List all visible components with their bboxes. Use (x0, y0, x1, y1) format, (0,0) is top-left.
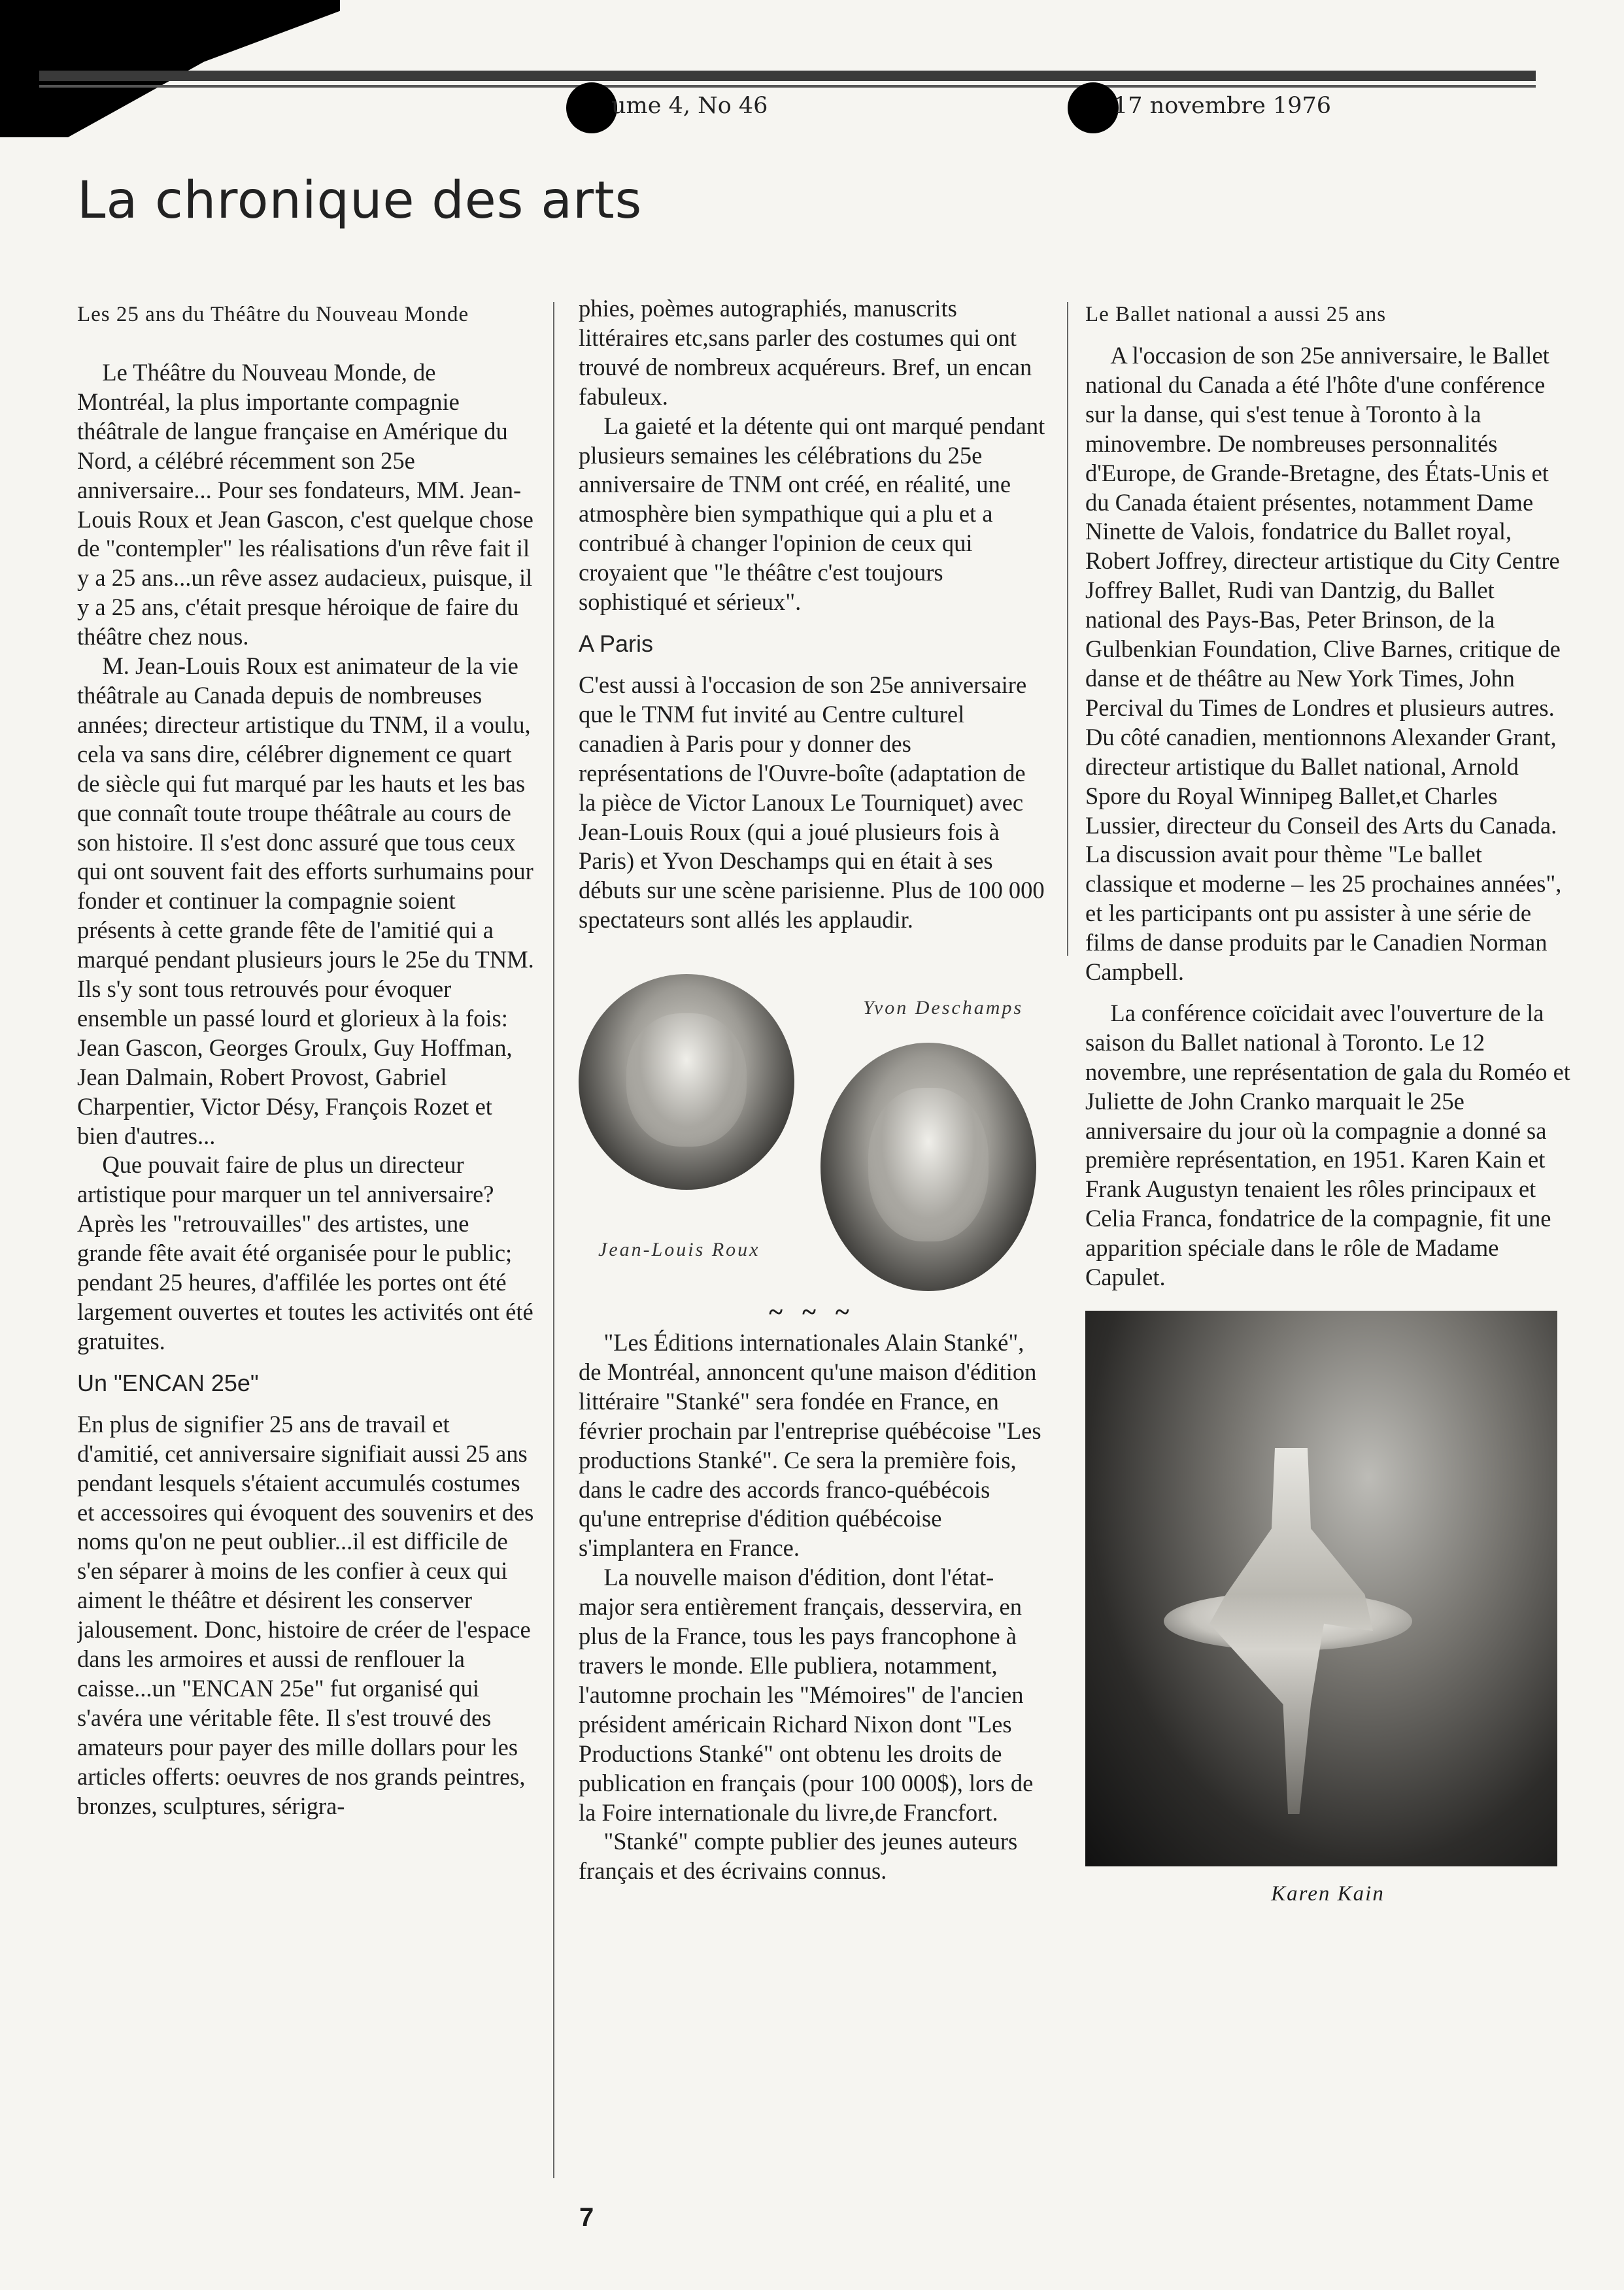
section-title: La chronique des arts (77, 171, 643, 230)
article-heading-tnm: Les 25 ans du Théâtre du Nouveau Monde (77, 303, 469, 326)
paragraph: La nouvelle maison d'édition, dont l'état-major sera entièrement français, desservira, en plus de la France, tous les pays francophone à travers le monde. Elle publiera, notamment, l'automne prochain les "Mémoires" de l'ancien président américain Richard Nixon dont "Les Productions Stanké" ont obtenu les droits de publication en français (pour 100 000$), lors de la Foire internationale du livre,de Francfort. (579, 1564, 1034, 1826)
punch-hole-right (1068, 82, 1119, 133)
paragraph: phies, poèmes autographiés, manuscrits littéraires etc,sans parler des costumes qui ont trouvé de nombreux acquéreurs. Bref, un encan fabuleux. (579, 295, 1032, 410)
paragraph: A l'occasion de son 25e anniversaire, le Ballet national du Canada a été l'hôte d'une conférence sur la danse, qui s'est tenue à Toronto à la minovembre. De nombreuses personnalités d'Europe, de Grande-Bretagne, des États-Unis et du Canada étaient présentes, notamment Dame Ninette de Valois, fondatrice du Ballet royal, Robert Joffrey, directeur artistique du City Centre Joffrey Ballet, Rudi van Dantzig, du Ballet national des Pays-Bas, Peter Brinson, de la Gulbenkian Foundation, Clive Barnes, critique de danse et de théâtre au New York Times, John Percival du Times de Londres et plusieurs autres. Du côté canadien, mentionnons Alexander Grant, directeur artistique du Ballet national, Arnold Spore du Royal Winnipeg Ballet,et Charles Lussier, directeur du Conseil des Arts du Canada. La discussion avait pour thème "Le ballet classique et moderne – les 25 prochaines années", et les participants ont pu assister à une série de films de danse produits par le Canadien Norman Campbell. (1085, 342, 1562, 986)
issue-date: 17 novembre 1976 (1113, 93, 1331, 119)
paragraph: Le Théâtre du Nouveau Monde, de Montréal, la plus importante compagnie théâtrale de langue française en Amérique du Nord, a célébré récemment son 25e anniversaire... Pour ses fondateurs, MM. Jean-Louis Roux et Jean Gascon, c'est quelque chose de "contempler" les réalisations d'un rêve fait il y a 25 ans...un rêve assez audacieux, puisque, il y a 25 ans, c'était presque héroique de faire du théâtre chez nous. (77, 359, 533, 650)
paragraph: La gaieté et la détente qui ont marqué pendant plusieurs semaines les célébrations du 25e anniversaire de TNM ont créé, en réalité, une atmosphère bien sympathique qui a plu et a contribué à changer l'opinion de ceux qui croyaient que "le théâtre c'est toujours sophistiqué et sérieux". (579, 412, 1045, 616)
column-1 (77, 299, 535, 1821)
photo-karen-kain (1085, 1311, 1557, 1866)
article-heading-ballet: Le Ballet national a aussi 25 ans (1085, 303, 1387, 326)
portraits (579, 948, 1046, 1285)
subheading-paris: A Paris (579, 630, 654, 657)
portrait-yvon-deschamps (820, 1043, 1036, 1291)
caption-yvon-deschamps: Yvon Deschamps (863, 997, 1024, 1019)
column-2 (579, 294, 1046, 1886)
caption-jean-louis-roux: Jean-Louis Roux (598, 1239, 760, 1261)
paragraph: C'est aussi à l'occasion de son 25e anniversaire que le TNM fut invité au Centre culturel canadien à Paris pour y donner des représentations de l'Ouvre-boîte (adaptation de la pièce de Victor Lanoux Le Tourniquet) avec Jean-Louis Roux (qui a joué plusieurs fois à Paris) et Yvon Deschamps qui en était à ses débuts sur une scène parisienne. Plus de 100 000 spectateurs sont allés les applaudir. (579, 671, 1045, 934)
paragraph: M. Jean-Louis Roux est animateur de la vie théâtrale au Canada depuis de nombreuses années; directeur artistique du TNM, il a voulu, cela va sans dire, célébrer dignement ce quart de siècle qui fut marqué par les hauts et les bas que connaît toute troupe théâtrale au cours de son histoire. Il s'est donc assuré que tous ceux qui ont souvent fait des efforts surhumains pour fonder et continuer la compagnie soient présents à cette grande fête de l'amitié qui a marqué pendant plusieurs jours le 25e du TNM. Ils s'y sont tous retrouvés pour évoquer ensemble un passé lourd et glorieux à la fois: Jean Gascon, Georges Groulx, Guy Hoffman, Jean Dalmain, Robert Provost, Gabriel Charpentier, Victor Désy, François Rozet et bien d'autres... (77, 652, 534, 1149)
punch-hole-left (566, 82, 617, 133)
column-3 (1085, 299, 1570, 1909)
paragraph: Que pouvait faire de plus un directeur artistique pour marquer un tel anniversaire? Après les "retrouvailles" des artistes, une grande fête avait été organisée pour le public; pendant 25 heures, d'affilée les portes ont été largement ouvertes et toutes les activités ont été gratuites. (77, 1151, 533, 1355)
masthead-rule-thin (39, 85, 1536, 88)
paragraph: "Stanké" compte publier des jeunes auteurs français et des écrivains connus. (579, 1828, 1018, 1885)
paragraph: En plus de signifier 25 ans de travail et d'amitié, cet anniversaire signifiait aussi 25 ans pendant lesquels s'étaient accumulés costumes et accessoires qui évoquent des souvenirs et des noms qu'on ne peut oublier...il est difficile de s'en séparer à moins de les confier à ceux qui aiment le théâtre et désirent les conserver jalousement. Donc, histoire de créer de l'espace dans les armoires et aussi de renflouer la caisse...un "ENCAN 25e" fut organisé qui s'avéra une véritable fête. Il s'est trouvé des amateurs pour payer des mille dollars pour les articles offerts: oeuvres de nos grands peintres, bronzes, sculptures, sérigra- (77, 1410, 534, 1819)
paragraph: La conférence coïcidait avec l'ouverture de la saison du Ballet national à Toronto. Le 12 novembre, une représentation de gala du Roméo et Juliette de John Cranko marquait le 25e anniversaire du jour où la compagnie a donné sa première représentation, en 1951. Karen Kain et Frank Augustyn tenaient les rôles principaux et Celia Franca, fondatrice de la compagnie, fit une apparition spéciale dans le rôle de Madame Capulet. (1085, 999, 1570, 1291)
column-divider (1067, 302, 1068, 956)
scan-corner-blot (0, 0, 340, 137)
column-divider (553, 302, 554, 2178)
separator: ~ ~ ~ (769, 1297, 856, 1327)
masthead-rule (39, 71, 1536, 81)
caption-karen-kain: Karen Kain (1271, 1882, 1385, 1906)
page-number: 7 (579, 2203, 594, 2232)
paragraph: "Les Éditions internationales Alain Stanké", de Montréal, annoncent qu'une maison d'édition littéraire "Stanké" sera fondée en France, en février prochain par l'entreprise québécoise "Les productions Stanké". Ce sera la première fois, dans le cadre des accords franco-québécois qu'une entreprise d'édition québécoise s'implantera en France. (579, 1329, 1041, 1562)
volume-number: ume 4, No 46 (611, 93, 768, 119)
subheading-encan: Un "ENCAN 25e" (77, 1369, 259, 1396)
portrait-jean-louis-roux (579, 974, 794, 1190)
